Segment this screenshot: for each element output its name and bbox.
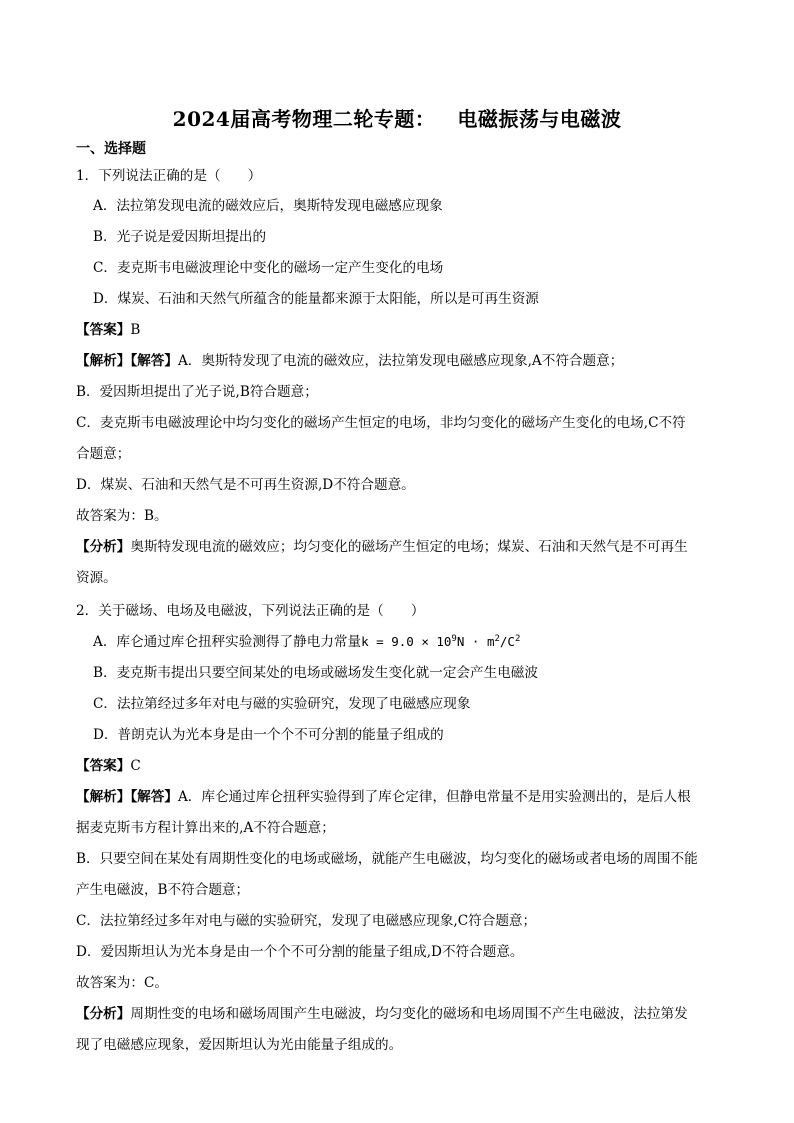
q1-comment-text-1: 奥斯特发现电流的磁效应；均匀变化的磁场产生恒定的电场；煤炭、石油和天然气是不可再生 <box>130 539 688 555</box>
q1-comment-line-1 <box>76 537 688 557</box>
q2-analysis-line-1 <box>76 787 691 807</box>
formula-denominator-exponent: 2 <box>514 633 521 644</box>
q2-option-b: B．麦克斯韦提出只要空间某处的电场或磁场发生变化就一定会产生电磁波 <box>93 665 538 681</box>
q2-analysis-line-5: C．法拉第经过多年对电与磁的实验研究，发现了电磁感应现象,C符合题意； <box>76 913 537 929</box>
section-heading: 一、选择题 <box>76 141 146 157</box>
q2-analysis-line-3: B．只要空间在某处有周期性变化的电场或磁场，就能产生电磁波，均匀变化的磁场或者电场的周围不能 <box>76 851 698 867</box>
q2-comment-text-1: 周期性变的电场和磁场周围产生电磁波，均匀变化的磁场和电场周围不产生电磁波，法拉第发 <box>130 1006 688 1022</box>
q1-comment-tag: 【分析】 <box>76 539 131 555</box>
q1-analysis-line-3: C．麦克斯韦电磁波理论中均匀变化的磁场产生恒定的电场，非均匀变化的磁场产生变化的电场,C不符 <box>76 415 686 431</box>
q1-option-d: D．煤炭、石油和天然气所蕴含的能量都来源于太阳能，所以是可再生资源 <box>93 291 539 307</box>
q2-option-a-text: A．库仑通过库仑扭秤实验测得了静电力常量 <box>93 634 362 650</box>
q1-answer-value: B <box>130 322 141 338</box>
q1-analysis-line-1 <box>76 351 623 371</box>
q2-analysis-text-1: A．库仑通过库仑扭秤实验得到了库仑定律，但静电常量不是用实验测出的，是后人根 <box>177 789 691 805</box>
title-main: 2024届高考物理二轮专题： <box>172 107 436 131</box>
formula-exponent: 9 <box>451 633 457 644</box>
q1-analysis-line-5: D．煤炭、石油和天然气是不可再生资源,D不符合题意。 <box>76 477 415 493</box>
formula-k: k = 9.0 × 10 <box>361 634 452 649</box>
formula-unit: N · m <box>456 634 495 649</box>
q1-comment-line-2: 资源。 <box>76 570 117 586</box>
formula-denominator: /C <box>499 634 515 649</box>
q2-final-answer: 故答案为：C。 <box>76 975 168 991</box>
q2-analysis-line-2: 据麦克斯韦方程计算出来的,A不符合题意； <box>76 820 335 836</box>
q2-comment-line-1 <box>76 1004 688 1024</box>
q2-answer <box>76 756 141 776</box>
title-topic: 电磁振荡与电磁波 <box>457 107 622 131</box>
q1-stem: 1．下列说法正确的是（ ） <box>76 168 262 184</box>
q2-option-d: D．普朗克认为光本身是由一个个不可分割的能量子组成的 <box>93 727 444 743</box>
q1-final-answer: 故答案为：B。 <box>76 508 168 524</box>
q1-option-a: A．法拉第发现电流的磁效应后，奥斯特发现电磁感应现象 <box>93 198 443 214</box>
q2-answer-tag: 【答案】 <box>76 758 131 774</box>
q1-analysis-line-2: B．爱因斯坦提出了光子说,B符合题意； <box>76 384 318 400</box>
page-title <box>0 103 794 132</box>
q2-analysis-line-6: D．爱因斯坦认为光本身是由一个个不可分割的能量子组成,D不符合题意。 <box>76 944 524 960</box>
q1-analysis-line-4: 合题意； <box>76 446 131 462</box>
q1-answer <box>76 320 140 340</box>
q1-analysis-text-1: A．奥斯特发现了电流的磁效应，法拉第发现电磁感应现象,A不符合题意； <box>177 353 624 369</box>
q1-answer-tag: 【答案】 <box>76 322 131 338</box>
q2-option-a <box>93 632 520 652</box>
q2-option-a-formula <box>361 634 520 649</box>
q1-option-b: B．光子说是爱因斯坦提出的 <box>93 229 267 245</box>
q2-option-c: C．法拉第经过多年对电与磁的实验研究，发现了电磁感应现象 <box>93 696 471 712</box>
q1-option-c: C．麦克斯韦电磁波理论中变化的磁场一定产生变化的电场 <box>93 260 444 276</box>
q2-stem: 2．关于磁场、电场及电磁波，下列说法正确的是（ ） <box>76 603 425 619</box>
q1-analysis-tag: 【解析】【解答】 <box>76 353 178 369</box>
q2-comment-tag: 【分析】 <box>76 1006 131 1022</box>
q2-comment-line-2: 现了电磁感应现象，爱因斯坦认为光由能量子组成的。 <box>76 1037 403 1053</box>
q2-analysis-line-4: 产生电磁波，B不符合题意； <box>76 882 250 898</box>
formula-unit-exponent: 2 <box>494 633 500 644</box>
q2-answer-value: C <box>130 758 141 774</box>
q2-analysis-tag: 【解析】【解答】 <box>76 789 178 805</box>
